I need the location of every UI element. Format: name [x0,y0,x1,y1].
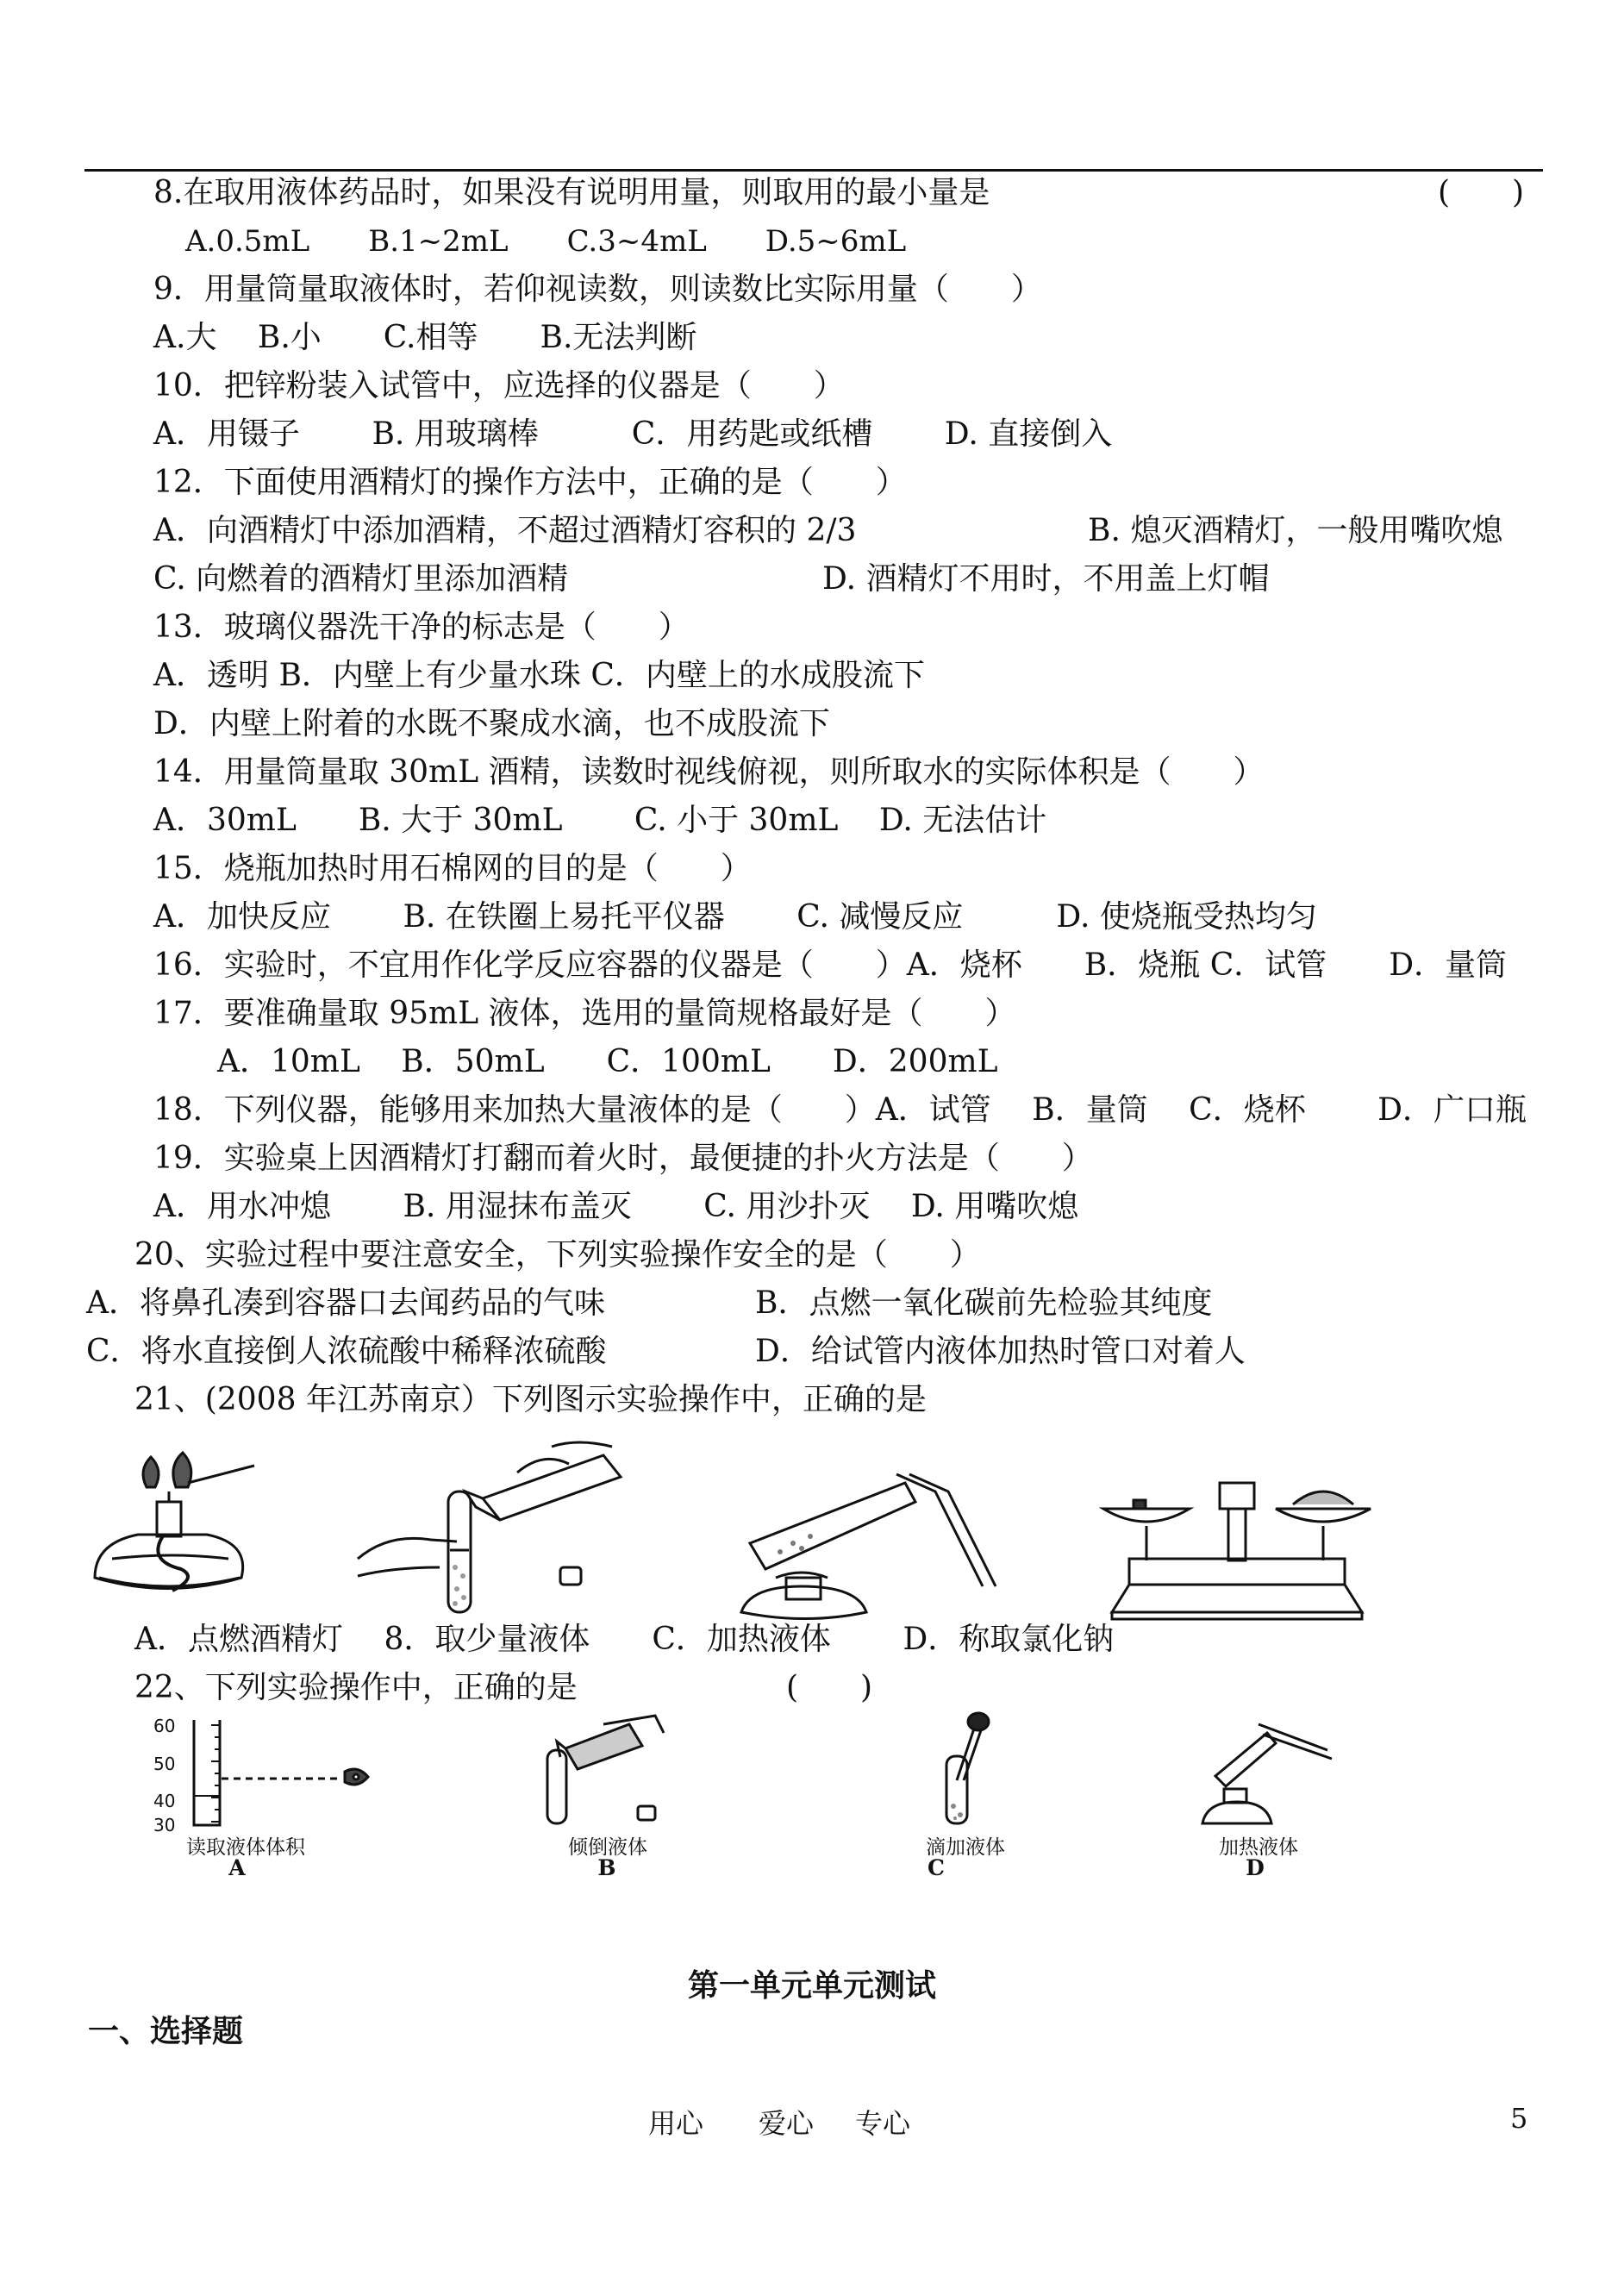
q12-stem: 12．下面使用酒精灯的操作方法中，正确的是（ ） [153,465,907,500]
heat-liquid-illustration [724,1466,1009,1629]
letter-b: B [597,1855,616,1880]
q20-stem: 20、实验过程中要注意安全，下列实验操作安全的是（ ） [134,1237,981,1273]
q8-options: A.0.5mL B.1~2mL C.3~4mL D.5~6mL [185,224,907,259]
q10-stem: 10．把锌粉装入试管中，应选择的仪器是（ ） [153,368,845,403]
heat-liquid-small-illustration [1190,1716,1336,1828]
q15-options: A．加快反应 B. 在铁圈上易托平仪器 C. 减慢反应 D. 使烧瓶受热均匀 [153,899,1317,935]
q20-option-c: C．将水直接倒人浓硫酸中稀释浓硫酸 [86,1334,607,1369]
q10-options: A．用镊子 B. 用玻璃棒 C．用药匙或纸槽 D. 直接倒入 [153,416,1113,452]
q12-option-a: A．向酒精灯中添加酒精，不超过酒精灯容积的 2/3 [153,513,857,548]
caption-heat-liquid: 加热液体 [1219,1836,1298,1859]
letter-d: D [1246,1855,1265,1880]
unit-title: 第一单元单元测试 [687,1967,936,2004]
balance-weighing-illustration [1095,1466,1379,1621]
q9-stem: 9．用量筒量取液体时，若仰视读数，则读数比实际用量（ ） [153,272,1042,307]
q21-options: A．点燃酒精灯 8．取少量液体 C．加热液体 D．称取氯化钠 [134,1622,1115,1657]
q13-option-d: D．内壁上附着的水既不聚成水滴，也不成股流下 [153,706,830,741]
q17-stem: 17．要准确量取 95mL 液体，选用的量筒规格最好是（ ） [153,996,1016,1031]
pour-liquid-illustration [353,1438,638,1619]
q15-stem: 15．烧瓶加热时用石棉网的目的是（ ） [153,851,752,886]
q13-options-abc: A．透明 B．内壁上有少量水珠 C．内壁上的水成股流下 [153,658,925,693]
q19-stem: 19．实验桌上因酒精灯打翻而着火时，最便捷的扑火方法是（ ） [153,1141,1093,1176]
q9-options: A.大 B.小 C.相等 B.无法判断 [153,320,697,355]
footer-word-3: 专心 [855,2107,911,2140]
caption-drop-liquid: 滴加液体 [926,1836,1005,1859]
cylinder-tick-30: 30 [153,1815,176,1835]
q14-stem: 14．用量筒量取 30mL 酒精，读数时视线俯视，则所取水的实际体积是（ ） [153,754,1265,790]
graduated-cylinder-reading-illustration [151,1720,375,1832]
q8-answer-paren: ( ) [1438,175,1525,210]
dropper-illustration [914,1711,1017,1828]
cylinder-tick-60: 60 [153,1716,176,1736]
q22-answer-paren: ( ) [786,1670,873,1705]
q19-options: A．用水冲熄 B. 用湿抹布盖灭 C. 用沙扑灭 D. 用嘴吹熄 [153,1189,1079,1224]
q8-stem: 8.在取用液体药品时，如果没有说明用量，则取用的最小量是 [153,175,990,210]
q16-stem: 16．实验时，不宜用作化学反应容器的仪器是（ ）A．烧杯 B．烧瓶 C．试管 D．量筒 [153,947,1508,983]
header-rule [84,169,1543,172]
q20-option-d: D．给试管内液体加热时管口对着人 [755,1334,1246,1369]
q20-option-a: A．将鼻孔凑到容器口去闻药品的气味 [86,1285,605,1321]
letter-a: A [228,1855,246,1880]
q12-option-b: B. 熄灭酒精灯，一般用嘴吹熄 [1088,513,1503,548]
page-number: 5 [1510,2102,1528,2135]
footer-word-1: 用心 [648,2107,704,2140]
pour-liquid-small-illustration [534,1716,672,1828]
q13-stem: 13．玻璃仪器洗干净的标志是（ ） [153,610,690,645]
alcohol-lamp-lighting-illustration [86,1448,259,1621]
q14-options: A．30mL B. 大于 30mL C. 小于 30mL D. 无法估计 [153,803,1047,838]
footer-word-2: 爱心 [759,2107,815,2140]
q21-stem: 21、(2008 年江苏南京）下列图示实验操作中，正确的是 [134,1382,927,1417]
q17-options: A．10mL B．50mL C．100mL D．200mL [217,1044,998,1079]
cylinder-tick-50: 50 [153,1754,176,1774]
caption-pour-liquid: 倾倒液体 [568,1836,647,1859]
q12-option-d: D. 酒精灯不用时，不用盖上灯帽 [822,561,1270,597]
section-title: 一、选择题 [88,2013,244,2049]
q12-option-c: C. 向燃着的酒精灯里添加酒精 [153,561,569,597]
caption-read-volume: 读取液体体积 [186,1836,305,1859]
q18-stem: 18．下列仪器，能够用来加热大量液体的是（ ）A．试管 B．量筒 C．烧杯 D．广口瓶 [153,1092,1527,1128]
cylinder-tick-40: 40 [153,1791,176,1811]
q22-stem: 22、下列实验操作中，正确的是 [134,1670,578,1705]
q20-option-b: B．点燃一氧化碳前先检验其纯度 [755,1285,1213,1321]
letter-c: C [928,1855,945,1880]
